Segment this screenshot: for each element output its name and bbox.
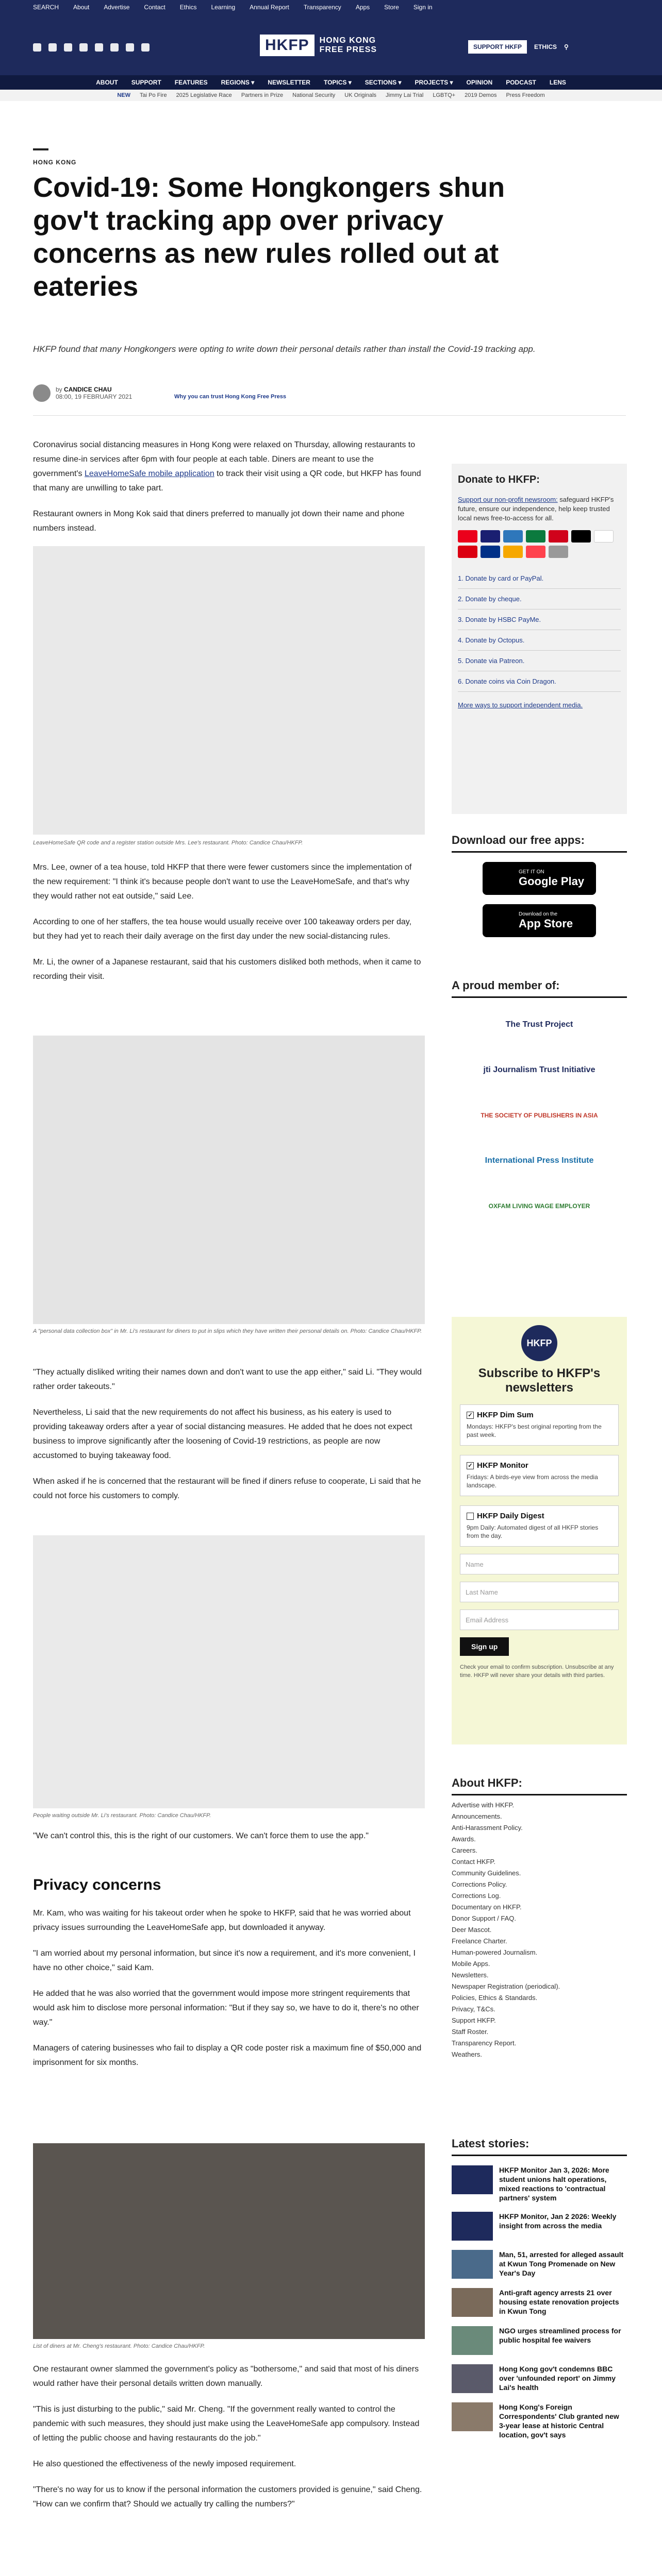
google-pay-icon (594, 530, 614, 543)
donate-option-coin[interactable]: 6. Donate coins via Coin Dragon. (458, 671, 621, 692)
subnav-item[interactable]: Partners in Prize (241, 92, 284, 98)
paragraph: Nevertheless, Li said that the new requirements do not affect his business, as his eatery is used to providing takeaway orders after a year of social distancing measures. He added that he does not expect business to improve significantly after the loosening of Covid-19 restrictions, as people are now accustomed to buying takeaway food. (33, 1408, 412, 1460)
author-avatar (33, 384, 51, 402)
ethics-link[interactable]: ETHICS (534, 43, 557, 50)
article-photo-data-box (33, 1036, 425, 1324)
payment-methods (458, 530, 621, 558)
donate-option-card[interactable]: 1. Donate by card or PayPal. (458, 568, 621, 589)
logo-line-1: HONG KONG (319, 36, 376, 45)
story-thumbnail (452, 2212, 493, 2241)
nav-topics[interactable]: TOPICS ▾ (323, 79, 352, 86)
app-store-label: App Store (519, 917, 573, 930)
newsletter-logo: HKFP (521, 1325, 557, 1361)
paragraph: He added that he was also worried that the government would impose more stringent requirements that would ask him to disclose more personal information: "But if they say so, we have to do it, there's no other way." (33, 1989, 419, 2027)
why-trust-link[interactable]: Why you can trust Hong Kong Free Press (174, 394, 286, 400)
search-icon[interactable]: ⚲ (564, 43, 569, 50)
donate-box (452, 464, 627, 814)
topbar-about[interactable]: About (73, 4, 90, 11)
paragraph: According to one of her staffers, the tea house would usually receive over 100 takeaway orders per day, but they had yet to reach their daily average on the first day under the new social-distancing rules. (33, 918, 412, 941)
about-link[interactable]: Community Guidelines. (452, 1869, 521, 1877)
about-link[interactable]: Policies, Ethics & Standards. (452, 1994, 538, 2002)
topbar-apps[interactable]: Apps (355, 4, 370, 11)
about-link[interactable]: Mobile Apps. (452, 1960, 490, 1968)
about-link[interactable]: Contact HKFP. (452, 1858, 496, 1866)
apps-box (452, 829, 627, 937)
email-icon[interactable] (126, 43, 134, 52)
app-store-small: Download on the (519, 911, 558, 917)
publish-date: 08:00, 19 FEBRUARY 2021 (56, 393, 133, 400)
newsletter-option-monitor[interactable] (460, 1455, 619, 1496)
paragraph: One restaurant owner slammed the government's policy as "bothersome," and said that most of his diners would rather have their personal details written down manually. (33, 2365, 419, 2388)
story-headline: Hong Kong's Foreign Correspondents' Club granted new 3-year lease at historic Central location, gov't says (499, 2403, 619, 2439)
app-store-button[interactable] (483, 904, 596, 937)
jcb-icon (526, 530, 545, 543)
donate-body: safeguard HKFP's future, ensure our independence, help keep trusted local news free-to-access for all. (458, 496, 614, 522)
about-link[interactable]: Advertise with HKFP. (452, 1801, 515, 1809)
paragraph: When asked if he is concerned that the restaurant will be fined if diners refuse to cooperate, Li said that he could not force his customers to comply. (33, 1477, 421, 1500)
paragraph: Coronavirus social distancing measures in Hong Kong were relaxed on Thursday, allowing restaurants to resume dine-in services after 6pm with four people at each table. Diners are meant to use the government's (33, 440, 416, 478)
article-title: Covid-19: Some Hongkongers shun gov't tracking app over privacy concerns as new rules rolled out at eateries (33, 172, 505, 302)
donate-option-cheque[interactable]: 2. Donate by cheque. (458, 589, 621, 609)
paragraph: Restaurant owners in Mong Kok said that diners preferred to manually jot down their name and phone numbers instead. (33, 510, 405, 533)
nav-newsletter[interactable]: NEWSLETTER (268, 79, 310, 86)
story-thumbnail (452, 2165, 493, 2194)
facebook-icon[interactable] (33, 43, 41, 52)
article-body-4 (33, 1829, 425, 1855)
jti-logo[interactable]: jti Journalism Trust Initiative (483, 1065, 595, 1074)
story-item[interactable] (452, 2326, 627, 2355)
photo-caption: List of diners at Mr. Cheng's restaurant. Photo: Candice Chau/HKFP. (33, 2343, 205, 2349)
subnav-item[interactable]: 2025 Legislative Race (176, 92, 232, 98)
coin-icon (549, 546, 568, 558)
author-prefix: by (56, 386, 62, 393)
paragraph: Mrs. Lee, owner of a tea house, told HKFP that there were fewer customers since the implementation of the new requirement: "I think it's because people don't want to use the LeaveHomeSafe, and that's why they would rather not eat outside," said Lee. (33, 863, 412, 901)
topbar-sign-in[interactable]: Sign in (413, 4, 433, 11)
apps-title: Download our free apps: (452, 829, 627, 853)
story-headline: Anti-graft agency arrests 21 over housing estate renovation projects in Kwun Tong (499, 2289, 619, 2315)
newsletter-option-dimsum[interactable] (460, 1404, 619, 1446)
nav-lens[interactable]: LENS (549, 79, 566, 86)
about-link[interactable]: Staff Roster. (452, 2028, 489, 2036)
story-item[interactable] (452, 2212, 627, 2241)
topbar-store[interactable]: Store (384, 4, 399, 11)
article-body-1 (33, 438, 425, 547)
topbar-advertise[interactable]: Advertise (104, 4, 130, 11)
youtube-icon[interactable] (110, 43, 119, 52)
article-body-6 (33, 2362, 425, 2523)
paypal-icon (481, 546, 500, 558)
story-thumbnail (452, 2288, 493, 2317)
about-link[interactable]: Newsletters. (452, 1971, 489, 1979)
photo-caption: LeaveHomeSafe QR code and a register station outside Mrs. Lee's restaurant. Photo: Candice Chau/HKFP. (33, 840, 303, 846)
story-headline: NGO urges streamlined process for public hospital fee waivers (499, 2327, 621, 2344)
checkbox-monitor[interactable]: ✓ (467, 1462, 474, 1469)
last-name-input[interactable]: Last Name (460, 1582, 619, 1602)
about-link[interactable]: Weathers. (452, 2050, 483, 2058)
social-links (33, 43, 150, 52)
mastercard-icon (458, 530, 477, 543)
topbar-search[interactable]: SEARCH (33, 4, 59, 11)
about-link[interactable]: Deer Mascot. (452, 1926, 492, 1934)
paragraph: "This is just disturbing to the public," said Mr. Cheng. "If the government really wanted to control the pandemic with such measures, they should just make using the LeaveHomeSafe app compulsory. Instead of letting the public choose and having restaurants do the job." (33, 2405, 420, 2443)
about-link[interactable]: Human-powered Journalism. (452, 1948, 538, 1956)
new-badge: NEW (117, 92, 130, 98)
twitter-icon[interactable] (48, 43, 57, 52)
main-nav (0, 75, 662, 90)
photo-caption: People waiting outside Mr. Li's restaurant. Photo: Candice Chau/HKFP. (33, 1812, 211, 1819)
paragraph: "They actually disliked writing their names down and don't want to use the app either," said Li. "They would rather order takeouts." (33, 1368, 422, 1391)
payme-icon (458, 546, 477, 558)
membership-title: A proud member of: (452, 975, 627, 998)
about-link[interactable]: Documentary on HKFP. (452, 1903, 522, 1911)
subnav-item[interactable]: National Security (292, 92, 336, 98)
patreon-icon (526, 546, 545, 558)
amex-icon (503, 530, 523, 543)
divider (33, 415, 626, 416)
more-ways-link[interactable]: More ways to support independent media. (458, 701, 583, 709)
donate-option-patreon[interactable]: 5. Donate via Patreon. (458, 651, 621, 671)
threads-icon[interactable] (79, 43, 88, 52)
linkedin-icon[interactable] (95, 43, 103, 52)
subnav-item[interactable]: UK Originals (344, 92, 377, 98)
newsletter-option-digest[interactable] (460, 1505, 619, 1547)
about-link[interactable]: Transparency Report. (452, 2039, 517, 2047)
nav-support[interactable]: SUPPORT (131, 79, 161, 86)
story-item[interactable] (452, 2250, 627, 2279)
rss-icon[interactable] (141, 43, 150, 52)
monitor-title: HKFP Monitor (477, 1461, 528, 1470)
article-photo-qr-code (33, 546, 425, 835)
about-link[interactable]: Privacy, T&Cs. (452, 2005, 495, 2013)
about-link[interactable]: Freelance Charter. (452, 1937, 507, 1945)
subnav-item[interactable]: Press Freedom (506, 92, 545, 98)
paragraph: "We can't control this, this is the right of our customers. We can't force them to use the app." (33, 1832, 369, 1840)
nav-opinion[interactable]: OPINION (466, 79, 493, 86)
topbar-contact[interactable]: Contact (144, 4, 166, 11)
article-body-3 (33, 1365, 425, 1515)
newsletter-title: Subscribe to HKFP's newsletters (478, 1366, 601, 1395)
about-box (452, 1772, 627, 2060)
email-input[interactable]: Email Address (460, 1609, 619, 1630)
paragraph: Mr. Li, the owner of a Japanese restaurant, said that his customers disliked both methods, when it came to recording their visit. (33, 958, 421, 981)
newsletter-box (452, 1317, 627, 1744)
digest-title: HKFP Daily Digest (477, 1512, 544, 1520)
subnav-item[interactable]: 2019 Demos (465, 92, 497, 98)
ipi-logo[interactable]: International Press Institute (485, 1156, 594, 1165)
photo-caption: A "personal data collection box" in Mr. Li's restaurant for diners to put in slips which they have written their personal details on. Photo: Candice Chau/HKFP. (33, 1328, 422, 1334)
category-kicker[interactable]: HONG KONG (33, 159, 77, 166)
leavehomesafe-link[interactable]: LeaveHomeSafe mobile application (85, 469, 214, 478)
article-body-5 (33, 1906, 425, 2081)
support-newsroom-link[interactable]: Support our non-profit newsroom: (458, 496, 558, 503)
logo-line-2: FREE PRESS (319, 45, 377, 54)
about-link[interactable]: Careers. (452, 1846, 477, 1854)
story-item[interactable] (452, 2288, 627, 2317)
paragraph: "There's no way for us to know if the personal information the customers provided is genuine," said Cheng. "How can we confirm that? Should we actually try calling the numbers?" (33, 2485, 422, 2509)
subnav-item[interactable]: Tai Po Fire (139, 92, 167, 98)
section-heading-privacy: Privacy concerns (33, 1876, 161, 1893)
nav-podcast[interactable]: PODCAST (506, 79, 536, 86)
story-thumbnail (452, 2326, 493, 2355)
article-photo-queue (33, 1535, 425, 1808)
donate-title: Donate to HKFP: (458, 474, 540, 485)
oxfam-logo[interactable]: OXFAM LIVING WAGE EMPLOYER (488, 1202, 590, 1210)
nav-about[interactable]: ABOUT (96, 79, 118, 86)
google-play-small: GET IT ON (519, 869, 544, 875)
about-link[interactable]: Awards. (452, 1835, 476, 1843)
topbar-ethics[interactable]: Ethics (179, 4, 197, 11)
paragraph: "I am worried about my personal information, but since it's now a requirement, and it's more convenient, I have no other choice," said Kam. (33, 1949, 416, 1972)
checkbox-dimsum[interactable]: ✓ (467, 1412, 474, 1419)
paragraph: He also questioned the effectiveness of the newly imposed requirement. (33, 2460, 296, 2468)
about-link[interactable]: Newspaper Registration (periodical). (452, 1982, 560, 1990)
story-headline: HKFP Monitor, Jan 2 2026: Weekly insight from across the media (499, 2212, 617, 2230)
about-title: About HKFP: (452, 1772, 627, 1795)
paragraph: Mr. Kam, who was waiting for his takeout order when he spoke to HKFP, said that he was worried about privacy issues surrounding the LeaveHomeSafe app, but downloaded it anyway. (33, 1909, 411, 1932)
about-link[interactable]: Corrections Log. (452, 1892, 501, 1900)
digest-desc: 9pm Daily: Automated digest of all HKFP stories from the day. (467, 1524, 599, 1539)
about-link[interactable]: Donor Support / FAQ. (452, 1914, 517, 1922)
sub-nav (0, 90, 662, 101)
article-body-2 (33, 860, 425, 995)
story-item[interactable] (452, 2402, 627, 2439)
nav-features[interactable]: FEATURES (174, 79, 208, 86)
header-actions (468, 40, 569, 54)
story-item[interactable] (452, 2364, 627, 2393)
subnav-item[interactable]: Jimmy Lai Trial (386, 92, 424, 98)
logo-mark: HKFP (260, 35, 315, 56)
story-thumbnail (452, 2250, 493, 2279)
nav-sections[interactable]: SECTIONS ▾ (365, 79, 402, 86)
about-list (452, 1800, 627, 2060)
monitor-desc: Fridays: A birds-eye view from across the media landscape. (467, 1473, 598, 1489)
article-photo-diner-list (33, 2143, 425, 2339)
about-link[interactable]: Support HKFP. (452, 2016, 496, 2024)
membership-box (452, 975, 627, 1225)
site-logo[interactable] (260, 30, 377, 61)
paragraph: to track their visit using a QR code, but HKFP has found that many are unwilling to take part. (33, 469, 421, 493)
sign-up-button[interactable]: Sign up (460, 1637, 509, 1656)
google-play-button[interactable] (483, 862, 596, 895)
instagram-icon[interactable] (64, 43, 72, 52)
dimsum-desc: Mondays: HKFP's best original reporting from the past week. (467, 1423, 602, 1438)
story-headline: Man, 51, arrested for alleged assault at Kwun Tong Promenade on New Year's Day (499, 2250, 624, 2277)
dimsum-title: HKFP Dim Sum (477, 1411, 534, 1419)
visa-icon (481, 530, 500, 543)
checkbox-digest[interactable] (467, 1513, 474, 1520)
top-utility-bar (0, 0, 662, 14)
story-thumbnail (452, 2364, 493, 2393)
topbar-annual-report[interactable]: Annual Report (250, 4, 289, 11)
nav-regions[interactable]: REGIONS ▾ (221, 79, 255, 86)
topbar-transparency[interactable]: Transparency (303, 4, 341, 11)
story-headline: HKFP Monitor Jan 3, 2026: More student unions halt operations, mixed reactions to 'contractual partners' system (499, 2166, 609, 2202)
about-link[interactable]: Corrections Policy. (452, 1880, 507, 1888)
story-headline: Hong Kong gov't condemns BBC over 'unfounded report' on Jimmy Lai's health (499, 2365, 616, 2392)
support-hkfp-button[interactable]: SUPPORT HKFP (468, 40, 527, 54)
latest-stories (452, 2133, 627, 2439)
donate-option-octopus[interactable]: 4. Donate by Octopus. (458, 630, 621, 651)
octopus-icon (503, 546, 523, 558)
donate-option-payme[interactable]: 3. Donate by HSBC PayMe. (458, 609, 621, 630)
title-rule (33, 148, 48, 150)
name-input[interactable]: Name (460, 1554, 619, 1574)
subnav-item[interactable]: LGBTQ+ (433, 92, 456, 98)
story-item[interactable] (452, 2165, 627, 2202)
author-name[interactable]: CANDICE CHAU (64, 386, 112, 393)
sopa-logo[interactable]: THE SOCIETY OF PUBLISHERS IN ASIA (481, 1112, 598, 1119)
about-link[interactable]: Anti-Harassment Policy. (452, 1824, 523, 1832)
paragraph: Managers of catering businesses who fail to display a QR code poster risk a maximum fine of $50,000 and imprisonment for six months. (33, 2044, 422, 2067)
article-lede: HKFP found that many Hongkongers were opting to write down their personal details rather than install the Covid-19 tracking app. (33, 344, 536, 354)
unionpay-icon (549, 530, 568, 543)
nav-projects[interactable]: PROJECTS ▾ (415, 79, 453, 86)
about-link[interactable]: Announcements. (452, 1812, 502, 1820)
trust-project-logo[interactable]: The Trust Project (505, 1020, 573, 1029)
byline (33, 384, 132, 402)
google-play-label: Google Play (519, 874, 585, 888)
apple-pay-icon (571, 530, 591, 543)
story-thumbnail (452, 2402, 493, 2431)
topbar-learning[interactable]: Learning (211, 4, 236, 11)
newsletter-fine-print: Check your email to confirm subscription. Unsubscribe at any time. HKFP will never share your details with third parties. (460, 1664, 614, 1679)
latest-title: Latest stories: (452, 2133, 627, 2156)
